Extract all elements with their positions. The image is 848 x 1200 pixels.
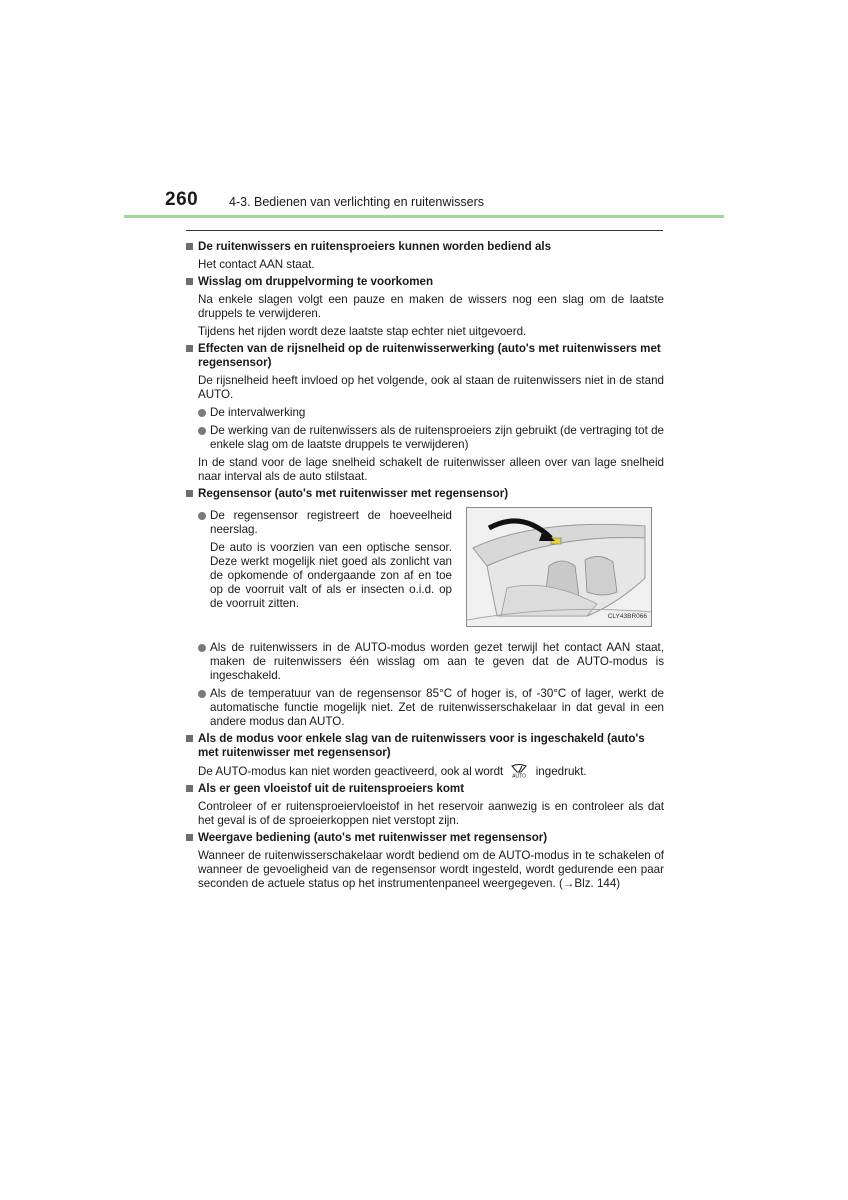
rain-sensor-illustration	[466, 507, 652, 627]
paragraph: In de stand voor de lage snelheid schakelt de ruitenwisser alleen over van lage snelheid naar interval als de auto stilstaat.	[198, 456, 664, 483]
square-bullet-icon	[186, 735, 193, 742]
round-bullet-icon	[198, 427, 206, 435]
paragraph: De rijsnelheid heeft invloed op het volgende, ook al staan de ruitenwissers niet in de stand AUTO.	[198, 374, 664, 401]
list-item	[198, 509, 452, 537]
list-item	[198, 641, 664, 683]
section-heading	[186, 831, 664, 845]
round-bullet-icon	[198, 512, 206, 520]
paragraph: De auto is voorzien van een optische sensor. Deze werkt mogelijk niet goed als zonlicht van de opkomende of ondergaande zon af en toe op de voorruit valt of als er insecten o.i.d. op de voorruit zitten.	[210, 541, 452, 610]
content-body	[186, 237, 664, 891]
windshield-drawing	[467, 508, 651, 626]
paragraph: Na enkele slagen volgt een pauze en maken de wissers nog een slag om de laatste druppels te verwijderen.	[198, 293, 664, 320]
section-title: 4-3. Bedienen van verlichting en ruitenwissers	[229, 195, 484, 209]
rain-sensor-text	[198, 505, 452, 627]
content-rule	[186, 230, 663, 231]
section-heading	[186, 487, 664, 501]
list-item-text: Als de temperatuur van de regensensor 85°C of hoger is, of -30°C of lager, werkt de automatische functie mogelijk niet. Zet de ruitenwisserschakelaar in dat geval in een andere modus dan AUTO.	[210, 687, 664, 728]
heading-text: Wisslag om druppelvorming te voorkomen	[198, 275, 434, 288]
square-bullet-icon	[186, 490, 193, 497]
section-heading	[186, 732, 664, 760]
paragraph: Wanneer de ruitenwisserschakelaar wordt bediend om de AUTO-modus in te schakelen of wanneer de gevoeligheid van de regensensor wordt ingesteld, wordt gedurende een paar seconden de actuele status op het instrumentenpaneel weergegeven. (→Blz. 144)	[198, 849, 664, 890]
section-heading	[186, 782, 664, 796]
paragraph: Het contact AAN staat.	[198, 258, 315, 271]
paragraph-text: ingedrukt.	[535, 765, 587, 778]
square-bullet-icon	[186, 785, 193, 792]
heading-text: Weergave bediening (auto's met ruitenwisser met regensensor)	[198, 831, 548, 844]
square-bullet-icon	[186, 278, 193, 285]
square-bullet-icon	[186, 834, 193, 841]
list-item	[198, 424, 664, 452]
heading-text: Als er geen vloeistof uit de ruitensproeiers komt	[198, 782, 465, 795]
paragraph-text: De AUTO-modus kan niet worden geactiveerd, ook al wordt	[198, 765, 504, 778]
header-rule	[124, 215, 724, 218]
wiper-auto-icon	[508, 764, 530, 778]
section-heading	[186, 342, 664, 370]
list-item-text: De regensensor registreert de hoeveelheid neerslag.	[210, 509, 452, 536]
section-heading	[186, 240, 664, 254]
list-item-text: De werking van de ruitenwissers als de ruitensproeiers zijn gebruikt (de vertraging tot de enkele slag om de laatste druppels te verwijderen)	[210, 424, 664, 451]
figure-code: CLY43BR066	[607, 613, 647, 620]
list-item	[198, 687, 664, 729]
square-bullet-icon	[186, 345, 193, 352]
square-bullet-icon	[186, 243, 193, 250]
paragraph	[198, 764, 664, 779]
page-number: 260	[165, 189, 199, 210]
list-item-text: Als de ruitenwissers in de AUTO-modus worden gezet terwijl het contact AAN staat, maken de ruitenwissers één wisslag om aan te geven dat de AUTO-modus is ingeschakeld.	[210, 641, 664, 682]
svg-text:AUTO: AUTO	[512, 773, 527, 778]
round-bullet-icon	[198, 409, 206, 417]
list-item-text: De intervalwerking	[210, 406, 306, 419]
round-bullet-icon	[198, 644, 206, 652]
round-bullet-icon	[198, 690, 206, 698]
rain-sensor-block	[198, 505, 664, 627]
heading-text: Effecten van de rijsnelheid op de ruitenwisserwerking (auto's met ruitenwissers met regensensor)	[198, 342, 661, 369]
heading-text: De ruitenwissers en ruitensproeiers kunnen worden bediend als	[198, 240, 552, 253]
heading-text: Als de modus voor enkele slag van de ruitenwissers voor is ingeschakeld (auto's met ruitenwisser met regensensor)	[198, 732, 645, 759]
paragraph: Tijdens het rijden wordt deze laatste stap echter niet uitgevoerd.	[198, 325, 527, 338]
paragraph: Controleer of er ruitensproeiervloeistof in het reservoir aanwezig is en controleer als dat het geval is of de sproeierkoppen niet verstopt zijn.	[198, 800, 664, 827]
heading-text: Regensensor (auto's met ruitenwisser met regensensor)	[198, 487, 509, 500]
section-heading	[186, 275, 664, 289]
list-item	[198, 406, 664, 420]
